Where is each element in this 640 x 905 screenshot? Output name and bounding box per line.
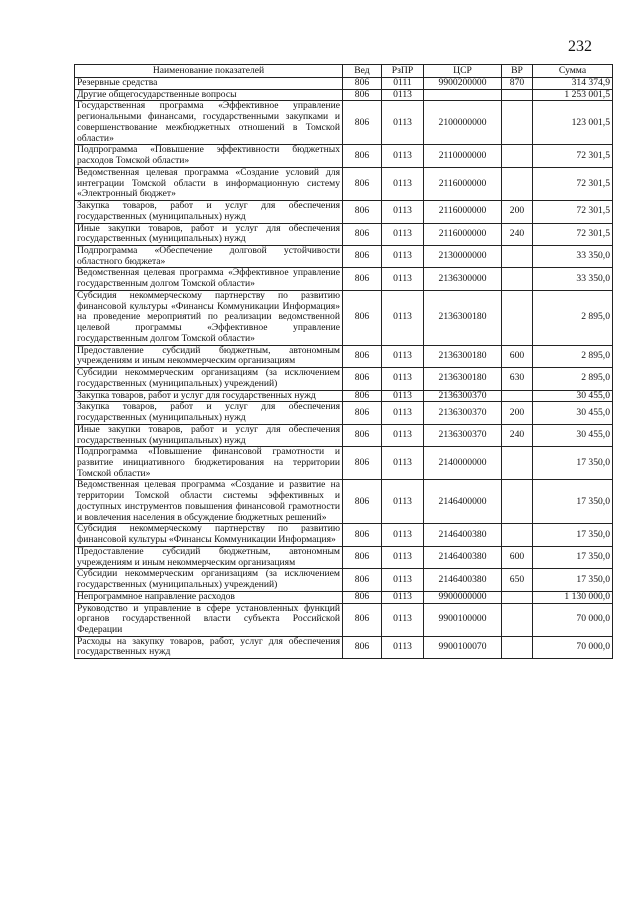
cell-name: Закупка товаров, работ и услуг для обеспечения государственных (муниципальных) нужд	[75, 402, 343, 424]
table-row	[75, 546, 613, 568]
cell-name: Ведомственная целевая программа «Создание условий для интеграции Томской области в информационную систему «Электронный бюджет»	[75, 167, 343, 200]
cell-sum: 314 374,9	[533, 78, 613, 90]
cell-rzpr: 0113	[382, 603, 424, 636]
cell-ved: 806	[343, 591, 382, 603]
cell-ved: 806	[343, 145, 382, 167]
cell-vr	[502, 167, 533, 200]
cell-rzpr: 0113	[382, 569, 424, 591]
cell-ved: 806	[343, 569, 382, 591]
table-row	[75, 480, 613, 524]
cell-vr: 870	[502, 78, 533, 90]
cell-name: Иные закупки товаров, работ и услуг для обеспечения государственных (муниципальных) нужд	[75, 223, 343, 245]
cell-ved: 806	[343, 402, 382, 424]
table-row	[75, 402, 613, 424]
cell-ved: 806	[343, 524, 382, 546]
cell-name: Расходы на закупку товаров, работ, услуг для обеспечения государственных нужд	[75, 636, 343, 658]
cell-name: Подпрограмма «Обеспечение долговой устойчивости областного бюджета»	[75, 246, 343, 268]
table-header	[75, 65, 613, 78]
cell-sum: 33 350,0	[533, 246, 613, 268]
cell-vr: 240	[502, 223, 533, 245]
col-header-vr: ВР	[502, 65, 533, 78]
cell-sum: 1 253 001,5	[533, 89, 613, 101]
cell-ved: 806	[343, 424, 382, 446]
cell-sum: 17 350,0	[533, 447, 613, 480]
table-body	[75, 78, 613, 659]
cell-ved: 806	[343, 223, 382, 245]
cell-vr	[502, 603, 533, 636]
cell-ved: 806	[343, 345, 382, 367]
cell-csr: 2146400000	[424, 480, 502, 524]
cell-sum: 30 455,0	[533, 390, 613, 402]
cell-name: Подпрограмма «Повышение финансовой грамотности и развитие инициативного бюджетирования на территории Томской области»	[75, 447, 343, 480]
table-row	[75, 591, 613, 603]
table-row	[75, 145, 613, 167]
table-row	[75, 390, 613, 402]
cell-csr: 2110000000	[424, 145, 502, 167]
cell-csr: 9900100000	[424, 603, 502, 636]
cell-sum: 72 301,5	[533, 223, 613, 245]
cell-rzpr: 0113	[382, 345, 424, 367]
cell-csr: 2136300000	[424, 268, 502, 290]
cell-sum: 72 301,5	[533, 167, 613, 200]
cell-csr: 2136300370	[424, 390, 502, 402]
table-row	[75, 78, 613, 90]
cell-vr	[502, 480, 533, 524]
cell-rzpr: 0113	[382, 390, 424, 402]
cell-vr: 630	[502, 368, 533, 390]
table-row	[75, 345, 613, 367]
cell-csr: 2136300370	[424, 402, 502, 424]
cell-sum: 17 350,0	[533, 546, 613, 568]
cell-sum: 17 350,0	[533, 524, 613, 546]
cell-rzpr: 0113	[382, 201, 424, 223]
col-header-sum: Сумма	[533, 65, 613, 78]
cell-rzpr: 0113	[382, 223, 424, 245]
col-header-name: Наименование показателей	[75, 65, 343, 78]
cell-sum: 2 895,0	[533, 290, 613, 345]
cell-rzpr: 0113	[382, 447, 424, 480]
cell-csr: 9900200000	[424, 78, 502, 90]
cell-ved: 806	[343, 201, 382, 223]
cell-name: Резервные средства	[75, 78, 343, 90]
cell-ved: 806	[343, 290, 382, 345]
cell-ved: 806	[343, 89, 382, 101]
cell-rzpr: 0113	[382, 268, 424, 290]
table-row	[75, 424, 613, 446]
cell-csr: 2116000000	[424, 167, 502, 200]
cell-name: Закупка товаров, работ и услуг для государственных нужд	[75, 390, 343, 402]
cell-vr: 650	[502, 569, 533, 591]
cell-rzpr: 0113	[382, 636, 424, 658]
table-row	[75, 89, 613, 101]
cell-csr	[424, 89, 502, 101]
cell-csr: 2136300180	[424, 290, 502, 345]
cell-name: Предоставление субсидий бюджетным, автономным учреждениям и иным некоммерческим организациям	[75, 345, 343, 367]
cell-ved: 806	[343, 368, 382, 390]
cell-rzpr: 0113	[382, 167, 424, 200]
cell-ved: 806	[343, 480, 382, 524]
cell-vr: 240	[502, 424, 533, 446]
cell-csr: 2146400380	[424, 569, 502, 591]
cell-vr	[502, 524, 533, 546]
cell-csr: 9900000000	[424, 591, 502, 603]
cell-ved: 806	[343, 246, 382, 268]
table-row	[75, 569, 613, 591]
cell-rzpr: 0113	[382, 101, 424, 145]
cell-ved: 806	[343, 390, 382, 402]
cell-ved: 806	[343, 167, 382, 200]
cell-vr	[502, 89, 533, 101]
cell-csr: 9900100070	[424, 636, 502, 658]
cell-name: Субсидии некоммерческим организациям (за исключением государственных (муниципальных) учреждений)	[75, 569, 343, 591]
cell-rzpr: 0113	[382, 402, 424, 424]
col-header-csr: ЦСР	[424, 65, 502, 78]
cell-sum: 2 895,0	[533, 345, 613, 367]
cell-rzpr: 0113	[382, 424, 424, 446]
cell-csr: 2140000000	[424, 447, 502, 480]
cell-sum: 123 001,5	[533, 101, 613, 145]
cell-vr: 600	[502, 345, 533, 367]
cell-csr: 2116000000	[424, 223, 502, 245]
cell-csr: 2136300180	[424, 368, 502, 390]
cell-rzpr: 0113	[382, 524, 424, 546]
cell-csr: 2136300180	[424, 345, 502, 367]
cell-ved: 806	[343, 447, 382, 480]
cell-rzpr: 0113	[382, 89, 424, 101]
cell-name: Непрограммное направление расходов	[75, 591, 343, 603]
budget-table	[74, 64, 613, 659]
cell-ved: 806	[343, 603, 382, 636]
table-row	[75, 101, 613, 145]
cell-vr: 200	[502, 201, 533, 223]
cell-vr	[502, 101, 533, 145]
cell-name: Субсидии некоммерческим организациям (за исключением государственных (муниципальных) учреждений)	[75, 368, 343, 390]
cell-sum: 2 895,0	[533, 368, 613, 390]
page-number: 232	[568, 38, 592, 55]
cell-name: Ведомственная целевая программа «Эффективное управление государственным долгом Томской области»	[75, 268, 343, 290]
cell-vr	[502, 145, 533, 167]
cell-rzpr: 0113	[382, 145, 424, 167]
cell-csr: 2136300370	[424, 424, 502, 446]
cell-rzpr: 0113	[382, 591, 424, 603]
cell-vr	[502, 246, 533, 268]
cell-rzpr: 0111	[382, 78, 424, 90]
table-row	[75, 223, 613, 245]
cell-rzpr: 0113	[382, 546, 424, 568]
table-row	[75, 603, 613, 636]
cell-csr: 2130000000	[424, 246, 502, 268]
cell-sum: 17 350,0	[533, 569, 613, 591]
table-row	[75, 268, 613, 290]
table-row	[75, 201, 613, 223]
cell-sum: 70 000,0	[533, 636, 613, 658]
col-header-ved: Вед	[343, 65, 382, 78]
cell-sum: 72 301,5	[533, 145, 613, 167]
table-row	[75, 636, 613, 658]
cell-ved: 806	[343, 546, 382, 568]
cell-ved: 806	[343, 268, 382, 290]
table-row	[75, 246, 613, 268]
cell-rzpr: 0113	[382, 368, 424, 390]
cell-rzpr: 0113	[382, 480, 424, 524]
cell-csr: 2100000000	[424, 101, 502, 145]
cell-vr	[502, 268, 533, 290]
cell-name: Предоставление субсидий бюджетным, автономным учреждениям и иным некоммерческим организациям	[75, 546, 343, 568]
cell-name: Государственная программа «Эффективное управление региональными финансами, государственными закупками и совершенствование межбюджетных отношений в Томской области»	[75, 101, 343, 145]
cell-ved: 806	[343, 78, 382, 90]
cell-sum: 17 350,0	[533, 480, 613, 524]
cell-csr: 2146400380	[424, 524, 502, 546]
cell-name: Иные закупки товаров, работ и услуг для обеспечения государственных (муниципальных) нужд	[75, 424, 343, 446]
table-row	[75, 290, 613, 345]
cell-name: Субсидия некоммерческому партнерству по развитию финансовой культуры «Финансы Коммуникации Информация» на проведение мероприятий по реализации ведомственной целевой программы «Эффективное управление государственным долгом Томской области»	[75, 290, 343, 345]
table-row	[75, 368, 613, 390]
table-row	[75, 167, 613, 200]
cell-name: Подпрограмма «Повышение эффективности бюджетных расходов Томской области»	[75, 145, 343, 167]
table-row	[75, 447, 613, 480]
cell-name: Закупка товаров, работ и услуг для обеспечения государственных (муниципальных) нужд	[75, 201, 343, 223]
cell-sum: 30 455,0	[533, 424, 613, 446]
cell-name: Руководство и управление в сфере установленных функций органов государственной власти субъекта Российской Федерации	[75, 603, 343, 636]
cell-vr	[502, 290, 533, 345]
cell-csr: 2116000000	[424, 201, 502, 223]
cell-ved: 806	[343, 636, 382, 658]
table-row	[75, 524, 613, 546]
cell-vr	[502, 390, 533, 402]
cell-vr: 200	[502, 402, 533, 424]
cell-vr	[502, 636, 533, 658]
cell-name: Субсидия некоммерческому партнерству по развитию финансовой культуры «Финансы Коммуникации Информация»	[75, 524, 343, 546]
cell-ved: 806	[343, 101, 382, 145]
header-row	[75, 65, 613, 78]
cell-sum: 1 130 000,0	[533, 591, 613, 603]
cell-name: Ведомственная целевая программа «Создание и развитие на территории Томской области системы эффективных и доступных инструментов повышения финансовой грамотности и вовлечения населения в обсуждение бюджетных решений»	[75, 480, 343, 524]
cell-vr	[502, 447, 533, 480]
cell-sum: 30 455,0	[533, 402, 613, 424]
cell-sum: 33 350,0	[533, 268, 613, 290]
cell-sum: 70 000,0	[533, 603, 613, 636]
cell-sum: 72 301,5	[533, 201, 613, 223]
cell-rzpr: 0113	[382, 246, 424, 268]
col-header-rzpr: РзПР	[382, 65, 424, 78]
cell-vr: 600	[502, 546, 533, 568]
cell-rzpr: 0113	[382, 290, 424, 345]
cell-vr	[502, 591, 533, 603]
cell-name: Другие общегосударственные вопросы	[75, 89, 343, 101]
cell-csr: 2146400380	[424, 546, 502, 568]
